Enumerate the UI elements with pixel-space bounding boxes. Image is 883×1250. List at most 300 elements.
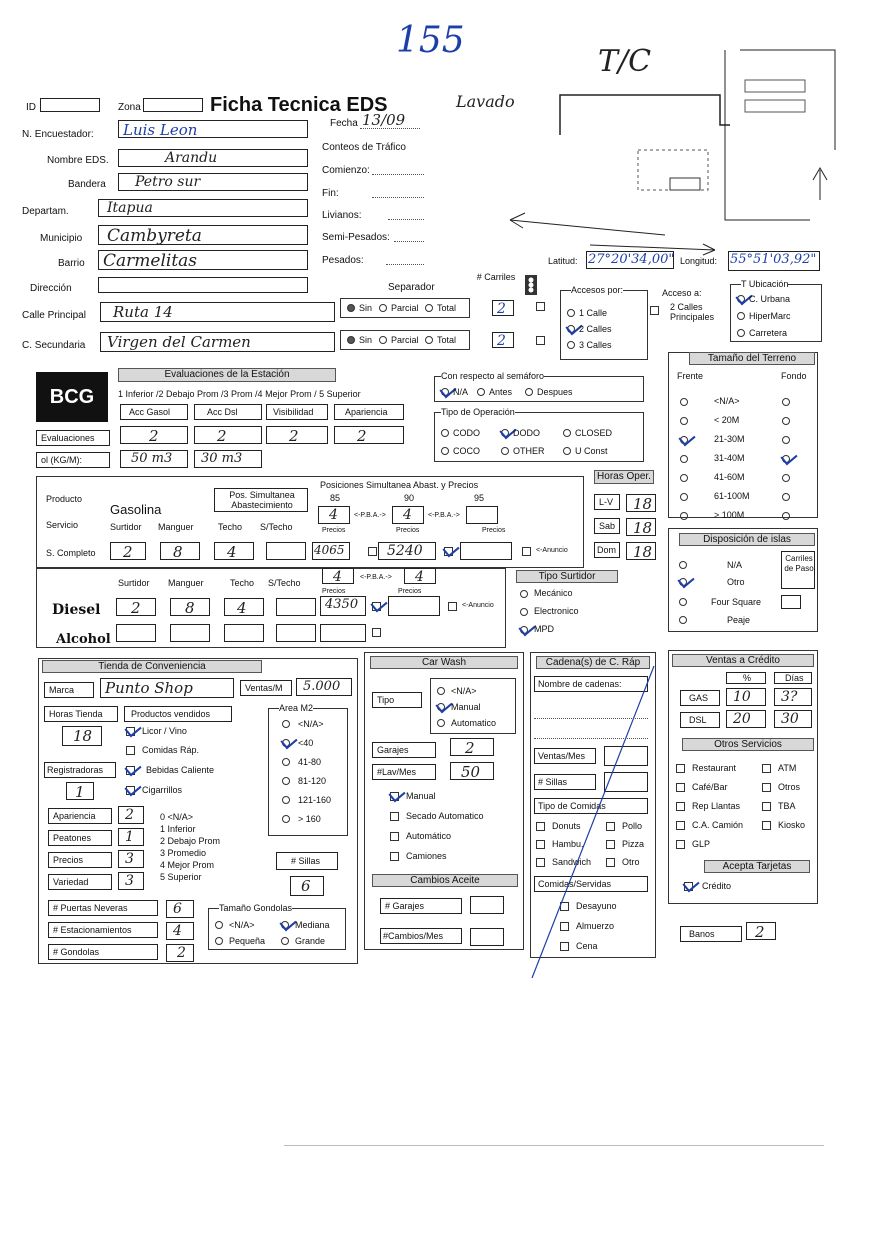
municipio-label: Municipio	[40, 233, 83, 244]
rating-value[interactable]: 1	[118, 828, 144, 846]
bandera-label: Bandera	[68, 179, 106, 190]
area-option-label: <N/A>	[298, 719, 324, 729]
diesel-precios-1: Precios	[322, 588, 346, 595]
gas-pos-85[interactable]: 4	[318, 506, 350, 524]
otros-check[interactable]	[762, 821, 771, 830]
puertas-neveras-label: # Puertas Neveras	[48, 900, 158, 916]
area-radio[interactable]	[282, 796, 290, 804]
fondo-radio[interactable]	[782, 417, 790, 425]
estacionamientos-label: # Estacionamientos	[48, 922, 158, 938]
pos-simultanea-label: Pos. Simultanea Abastecimiento	[214, 488, 308, 512]
op-dodo-radio[interactable]	[501, 429, 509, 437]
diesel-pba: <-P.B.A.->	[360, 574, 392, 581]
horas-dom-label: Dom	[594, 542, 620, 558]
gas-manguer[interactable]: 8	[160, 542, 200, 560]
conteos-label: Conteos de Tráfico	[322, 142, 406, 153]
gondola-grande-radio[interactable]	[281, 937, 289, 945]
s-completo-label: S. Completo	[46, 548, 96, 558]
diesel-surtidor[interactable]: 2	[116, 598, 156, 616]
scale-item: 1 Inferior	[160, 824, 196, 834]
octano-90: 90	[404, 493, 415, 503]
operacion-panel: Tipo de Operación CODO DODO CLOSED COCO OTHER U Const	[434, 412, 644, 462]
scale-item: 3 Promedio	[160, 848, 207, 858]
diesel-col-techo: Techo	[230, 578, 255, 588]
alcohol-techo[interactable]	[224, 624, 264, 642]
camiones-check[interactable]	[390, 852, 399, 861]
horas-sab-label: Sab	[594, 518, 620, 534]
evaluaciones-title: Evaluaciones de la Estación	[118, 368, 336, 382]
longitud-label: Longitud:	[680, 256, 718, 266]
tarjeta-credito-check[interactable]	[684, 882, 693, 891]
secado-manual-check[interactable]	[390, 792, 399, 801]
diesel-price-check[interactable]	[372, 602, 381, 611]
diesel-stecho[interactable]	[276, 598, 316, 616]
diesel-price[interactable]: 4350	[320, 596, 366, 616]
secado-automatico-check[interactable]	[390, 812, 399, 821]
gas-pba-2: <-P.B.A.->	[428, 512, 460, 519]
diesel-pos-2[interactable]: 4	[404, 568, 436, 584]
zona-label: Zona	[118, 102, 141, 113]
credito-dsl-dias[interactable]: 30	[774, 710, 812, 728]
eval-header-visibilidad: Visibilidad	[266, 404, 328, 420]
latitud-field[interactable]: 27°20'34,00"	[588, 252, 675, 267]
gas-stecho[interactable]	[266, 542, 306, 560]
alcohol-surtidor[interactable]	[116, 624, 156, 642]
tarjeta-credito-label: Crédito	[702, 881, 732, 891]
producto-label: Producto	[46, 494, 83, 504]
diesel-manguer[interactable]: 8	[170, 598, 210, 616]
col-surtidor: Surtidor	[110, 522, 142, 532]
banos-label: Banos	[680, 926, 742, 942]
rating-value[interactable]: 3	[118, 872, 144, 890]
credito-gas-dias[interactable]: 3?	[774, 688, 812, 706]
diesel-col-manguer: Manguer	[168, 578, 204, 588]
alcohol-label: Alcohol	[56, 632, 111, 647]
frente-radio[interactable]	[680, 493, 688, 501]
rating-label: Peatones	[48, 830, 112, 846]
fondo-radio[interactable]	[782, 512, 790, 520]
tamano-gondolas-panel: Tamaño Gondolas <N/A> Mediana Pequeña Grande	[208, 908, 346, 950]
cadena-title: Cadena(s) de C. Ráp	[536, 656, 650, 669]
registradoras-label: Registradoras	[44, 762, 116, 778]
semaforo-despues-radio[interactable]	[525, 388, 533, 396]
cg-cambios-label: #Cambios/Mes	[380, 928, 462, 944]
semaforo-panel: Con respecto al semáforo N/A Antes Despues	[434, 376, 644, 402]
horas-tienda-label: Horas Tienda	[44, 706, 118, 722]
scale-item: 2 Debajo Prom	[160, 836, 221, 846]
ventas-m-label: Ventas/M	[240, 680, 292, 696]
area-option-label: > 160	[298, 814, 321, 824]
carriles-de-paso-field[interactable]	[781, 595, 801, 609]
otros-check[interactable]	[762, 802, 771, 811]
tamano-row-label: <N/A>	[714, 396, 740, 406]
sillas-field[interactable]: 6	[290, 876, 324, 896]
livianos-label: Livianos:	[322, 210, 362, 221]
cadena-sillas-label: # Sillas	[534, 774, 596, 790]
handwritten-tc: T/C	[598, 44, 652, 79]
tipo-surtidor-title: Tipo Surtidor	[516, 570, 618, 583]
vol-value-2[interactable]: 30 m3	[194, 450, 262, 468]
separador-row1-check[interactable]	[536, 302, 545, 311]
gondolas-label: # Gondolas	[48, 944, 158, 960]
calle-secundaria-field[interactable]: Virgen del Carmen	[100, 332, 335, 352]
alcohol-check[interactable]	[372, 628, 381, 637]
alcohol-price[interactable]	[320, 624, 366, 642]
calle-principal-label: Calle Principal	[22, 310, 86, 321]
op-coco-radio[interactable]	[441, 447, 449, 455]
longitud-field[interactable]: 55°51'03,92"	[728, 251, 820, 271]
diesel-anuncio-check[interactable]	[448, 602, 457, 611]
carwash-title: Car Wash	[370, 656, 518, 669]
accesos-por-panel: Accesos por: 1 Calle 2 Calles 3 Calles	[560, 290, 648, 360]
gas-precios-95: Precios	[482, 527, 506, 534]
zona-field[interactable]	[143, 98, 203, 112]
handwritten-lavado: Lavado	[456, 92, 515, 111]
fondo-radio[interactable]	[782, 474, 790, 482]
gondola-na-radio[interactable]	[215, 921, 223, 929]
diesel-anuncio-label: <-Anuncio	[462, 602, 494, 609]
parcial-radio-2[interactable]	[379, 336, 387, 344]
credito-dias-header: Días	[774, 672, 812, 684]
fecha-value: 13/09	[362, 111, 406, 129]
otros-item-label: C.A. Camión	[692, 820, 744, 830]
separador-row2-check[interactable]	[536, 336, 545, 345]
cross-out-line	[520, 660, 660, 980]
surtidor-mecanico-radio[interactable]	[520, 590, 528, 598]
diesel-label: Diesel	[52, 602, 101, 618]
frente-radio[interactable]	[680, 512, 688, 520]
gas-precios-90: Precios	[396, 527, 420, 534]
cadena-ventas-label: Ventas/Mes	[534, 748, 596, 764]
carwash-tipo-options: <N/A> Manual Automatico	[430, 678, 516, 734]
registradoras-field[interactable]: 1	[66, 782, 94, 800]
footer-line	[284, 1145, 824, 1146]
acceso-a-label: 2 Calles Principales	[670, 302, 715, 322]
otros-item-label: Restaurant	[692, 763, 737, 773]
gas-precios-85: Precios	[322, 527, 346, 534]
bcg-logo: BCG	[36, 372, 108, 422]
otros-item-label: Café/Bar	[692, 782, 728, 792]
cg-cambios-field[interactable]	[470, 928, 504, 946]
disposicion-panel: Disposición de islas N/A Otro Four Square Peaje Carriles de Paso	[668, 528, 818, 632]
disp-four-square-radio[interactable]	[679, 598, 687, 606]
prod-cigarrillos-check[interactable]	[126, 786, 135, 795]
prod-comidas-check[interactable]	[126, 746, 135, 755]
acceso-2-calles-radio[interactable]	[567, 325, 575, 333]
gas-anuncio-label: <-Anuncio	[536, 547, 568, 554]
carriles-row2[interactable]: 2	[492, 332, 514, 348]
surtidor-mpd-radio[interactable]	[520, 626, 528, 634]
ventas-m-field[interactable]: 5.000	[296, 678, 352, 696]
nombre-eds-field[interactable]: Arandu	[118, 149, 308, 167]
disp-na-radio[interactable]	[679, 561, 687, 569]
horas-lv-label: L-V	[594, 494, 620, 510]
area-option-label: 41-80	[298, 757, 322, 767]
site-sketch	[490, 20, 870, 260]
col-manguer: Manguer	[158, 522, 194, 532]
otros-check[interactable]	[676, 821, 685, 830]
op-closed-radio[interactable]	[563, 429, 571, 437]
fecha-label: Fecha	[330, 118, 358, 129]
otros-item-label: Otros	[778, 782, 801, 792]
nombre-eds-label: Nombre EDS.	[47, 155, 109, 166]
credito-dsl-label: DSL	[680, 712, 720, 728]
gas-price-85-check[interactable]	[368, 547, 377, 556]
tienda-title: Tienda de Conveniencia	[42, 660, 262, 673]
gas-surtidor[interactable]: 2	[110, 542, 146, 560]
carwash-automatico-radio[interactable]	[437, 719, 445, 727]
departamento-label: Departam.	[22, 206, 69, 217]
rating-label: Variedad	[48, 874, 112, 890]
banos-field[interactable]: 2	[746, 922, 776, 940]
eval-header-apariencia: Apariencia	[334, 404, 404, 420]
barrio-field[interactable]: Carmelitas	[98, 250, 308, 270]
otros-servicios-title: Otros Servicios	[682, 738, 814, 751]
tamano-row-label: > 100M	[714, 510, 745, 520]
barrio-label: Barrio	[58, 258, 85, 269]
lav-mes-field[interactable]: 50	[450, 762, 494, 780]
area-radio[interactable]	[282, 739, 290, 747]
encuestador-field[interactable]: Luis Leon	[118, 120, 308, 138]
tamano-row-label: 41-60M	[714, 472, 745, 482]
tamano-row-label: 31-40M	[714, 453, 745, 463]
semaforo-na-radio[interactable]	[441, 388, 449, 396]
otros-item-label: GLP	[692, 839, 711, 849]
eval-header-acc-gasol: Acc Gasol	[120, 404, 188, 420]
gas-pba-1: <-P.B.A.->	[354, 512, 386, 519]
rating-label: Precios	[48, 852, 112, 868]
latitud-label: Latitud:	[548, 256, 578, 266]
marca-field[interactable]: Punto Shop	[100, 678, 234, 698]
semaforo-antes-radio[interactable]	[477, 388, 485, 396]
gas-anuncio-check[interactable]	[522, 547, 531, 556]
diesel-pos-1[interactable]: 4	[322, 568, 354, 584]
otros-check[interactable]	[676, 764, 685, 773]
calle-principal-field[interactable]: Ruta 14	[100, 302, 335, 322]
separador-row2: Sin Parcial Total	[340, 330, 470, 350]
semipesados-label: Semi-Pesados:	[322, 232, 390, 243]
gas-price-90[interactable]: 5240	[378, 542, 436, 560]
fondo-radio[interactable]	[782, 455, 790, 463]
frente-radio[interactable]	[680, 455, 688, 463]
area-radio[interactable]	[282, 758, 290, 766]
separador-row1: Sin Parcial Total	[340, 298, 470, 318]
acceso-a-title: Acceso a:	[662, 288, 702, 298]
productos-vendidos-label: Productos vendidos	[124, 706, 232, 722]
octano-95: 95	[474, 493, 485, 503]
horas-oper-title: Horas Oper.	[594, 470, 654, 484]
separador-title: Separador	[388, 282, 435, 293]
bandera-field[interactable]: Petro sur	[118, 173, 308, 191]
total-radio[interactable]	[425, 304, 433, 312]
gasolina-label: Gasolina	[110, 502, 162, 517]
vol-label: ol (KG/M):	[36, 452, 110, 468]
otros-check[interactable]	[676, 840, 685, 849]
otros-item-label: TBA	[778, 801, 796, 811]
cambios-aceite-title: Cambios Aceite	[372, 874, 518, 887]
diesel-techo[interactable]: 4	[224, 598, 264, 616]
area-radio[interactable]	[282, 815, 290, 823]
gondola-pequena-radio[interactable]	[215, 937, 223, 945]
gas-pos-95[interactable]	[466, 506, 498, 524]
area-option-label: 121-160	[298, 795, 332, 805]
otros-item-label: ATM	[778, 763, 797, 773]
sin-radio[interactable]	[347, 304, 355, 312]
scale-item: 0 <N/A>	[160, 812, 194, 822]
carriles-row1[interactable]: 2	[492, 300, 514, 316]
fondo-radio[interactable]	[782, 436, 790, 444]
horas-tienda-field[interactable]: 18	[62, 726, 102, 746]
prod-licor-check[interactable]	[126, 727, 135, 736]
eval-apariencia-value[interactable]: 2	[334, 426, 404, 444]
credito-gas-pct[interactable]: 10	[726, 688, 766, 706]
rating-label: Apariencia	[48, 808, 112, 824]
tarjetas-title: Acepta Tarjetas	[704, 860, 810, 873]
horas-lv-value[interactable]: 18	[626, 494, 656, 512]
acceso-3-calles-radio[interactable]	[567, 341, 575, 349]
marca-label: Marca	[44, 682, 94, 698]
col-stecho: S/Techo	[260, 522, 293, 532]
area-radio[interactable]	[282, 777, 290, 785]
ubic-carretera-radio[interactable]	[737, 329, 745, 337]
tamano-panel: Tamaño del Terreno Frente Fondo	[668, 352, 818, 518]
otros-check[interactable]	[676, 802, 685, 811]
id-label: ID	[26, 102, 36, 113]
parcial-radio[interactable]	[379, 304, 387, 312]
estacionamientos-field[interactable]: 4	[166, 922, 194, 940]
frente-radio[interactable]	[680, 398, 688, 406]
garajes-field[interactable]: 2	[450, 738, 494, 756]
diesel-precios-2: Precios	[398, 588, 422, 595]
area-option-label: 81-120	[298, 776, 327, 786]
tamano-row-label: 21-30M	[714, 434, 745, 444]
fondo-radio[interactable]	[782, 398, 790, 406]
puertas-neveras-field[interactable]: 6	[166, 900, 194, 918]
id-field[interactable]	[40, 98, 100, 112]
eval-acc-gasol-value[interactable]: 2	[120, 426, 188, 444]
gas-pos-90[interactable]: 4	[392, 506, 424, 524]
form-title: Ficha Tecnica EDS	[210, 94, 388, 116]
carriles-label: # Carriles	[476, 272, 516, 282]
carwash-na-radio[interactable]	[437, 687, 445, 695]
area-option-label: <40	[298, 738, 314, 748]
gas-techo[interactable]: 4	[214, 542, 254, 560]
departamento-field[interactable]: Itapua	[98, 199, 308, 217]
municipio-field[interactable]: Cambyreta	[98, 225, 308, 245]
area-m2-panel: Area M2	[268, 708, 348, 836]
gas-price-95[interactable]	[460, 542, 512, 560]
comidas-servidas-label: Comidas/Servidas	[534, 876, 648, 892]
frente-radio[interactable]	[680, 474, 688, 482]
op-codo-radio[interactable]	[441, 429, 449, 437]
scale-item: 4 Mejor Prom	[160, 860, 215, 870]
disp-otro-radio[interactable]	[679, 578, 687, 586]
garajes-label: Garajes	[372, 742, 436, 758]
fondo-radio[interactable]	[782, 493, 790, 501]
vol-value-1[interactable]: 50 m3	[120, 450, 188, 468]
eval-acc-dsl-value[interactable]: 2	[194, 426, 262, 444]
rating-value[interactable]: 3	[118, 850, 144, 868]
calle-secundaria-label: C. Secundaria	[22, 340, 86, 351]
direccion-field[interactable]	[98, 277, 308, 293]
gondola-mediana-radio[interactable]	[281, 921, 289, 929]
evaluaciones-scale: 1 Inferior /2 Debajo Prom /3 Prom /4 Mejor Prom / 5 Superior	[118, 389, 361, 399]
acceso-a-check[interactable]	[650, 306, 659, 315]
traffic-light-icon	[524, 274, 538, 296]
posiciones-title: Posiciones Simultanea Abast. y Precios	[320, 480, 479, 490]
surtidor-electronico-radio[interactable]	[520, 608, 528, 616]
ubicacion-panel: T Ubicación C. Urbana HiperMarc Carretera	[730, 284, 822, 342]
encuestador-label: N. Encuestador:	[22, 129, 94, 140]
nombre-cadenas-label: Nombre de cadenas:	[534, 676, 648, 692]
total-radio-2[interactable]	[425, 336, 433, 344]
comienzo-label: Comienzo:	[322, 165, 370, 176]
cg-garajes-field[interactable]	[470, 896, 504, 914]
servicio-label: Servicio	[46, 520, 79, 530]
horas-sab-value[interactable]: 18	[626, 518, 656, 536]
otros-check[interactable]	[762, 764, 771, 773]
disp-peaje-radio[interactable]	[679, 616, 687, 624]
col-techo: Techo	[218, 522, 243, 532]
fin-label: Fin:	[322, 188, 339, 199]
handwritten-number: 155	[396, 20, 465, 61]
gondolas-field[interactable]: 2	[166, 944, 194, 962]
alcohol-manguer[interactable]	[170, 624, 210, 642]
gas-price-85[interactable]: 4065	[312, 542, 350, 560]
credito-gas-label: GAS	[680, 690, 720, 706]
gas-price-90-check[interactable]	[444, 547, 453, 556]
acceso-1-calle-radio[interactable]	[567, 309, 575, 317]
alcohol-stecho[interactable]	[276, 624, 316, 642]
octano-85: 85	[330, 493, 341, 503]
tamano-row-label: < 20M	[714, 415, 740, 425]
otros-check[interactable]	[676, 783, 685, 792]
otros-check[interactable]	[762, 783, 771, 792]
tipo-comidas-label: Tipo de Comidas	[534, 798, 648, 814]
ubic-urbana-radio[interactable]	[737, 295, 745, 303]
eval-header-acc-dsl: Acc Dsl	[194, 404, 262, 420]
lav-mes-label: #Lav/Mes	[372, 764, 436, 780]
diesel-price-2[interactable]	[388, 596, 440, 616]
rating-value[interactable]: 2	[118, 806, 144, 824]
scale-item: 5 Superior	[160, 872, 202, 882]
evaluaciones-row-label: Evaluaciones	[36, 430, 110, 446]
credito-title: Ventas a Crédito	[672, 654, 814, 667]
diesel-col-stecho: S/Techo	[268, 578, 301, 588]
pesados-label: Pesados:	[322, 255, 364, 266]
otros-item-label: Kiosko	[778, 820, 806, 830]
frente-radio[interactable]	[680, 417, 688, 425]
eval-visibilidad-value[interactable]: 2	[266, 426, 328, 444]
tamano-row-label: 61-100M	[714, 491, 750, 501]
ubic-hipermarc-radio[interactable]	[737, 312, 745, 320]
credito-dsl-pct[interactable]: 20	[726, 710, 766, 728]
op-uconst-radio[interactable]	[563, 447, 571, 455]
cg-garajes-label: # Garajes	[380, 898, 462, 914]
diesel-col-surtidor: Surtidor	[118, 578, 150, 588]
prod-bebidas-check[interactable]	[126, 766, 135, 775]
carwash-manual-radio[interactable]	[437, 703, 445, 711]
horas-dom-value[interactable]: 18	[626, 542, 656, 560]
op-other-radio[interactable]	[501, 447, 509, 455]
direccion-label: Dirección	[30, 283, 72, 294]
sin-radio-2[interactable]	[347, 336, 355, 344]
area-radio[interactable]	[282, 720, 290, 728]
credito-pct-header: %	[726, 672, 766, 684]
automatico-check[interactable]	[390, 832, 399, 841]
frente-radio[interactable]	[680, 436, 688, 444]
carwash-tipo-label: Tipo	[372, 692, 422, 708]
